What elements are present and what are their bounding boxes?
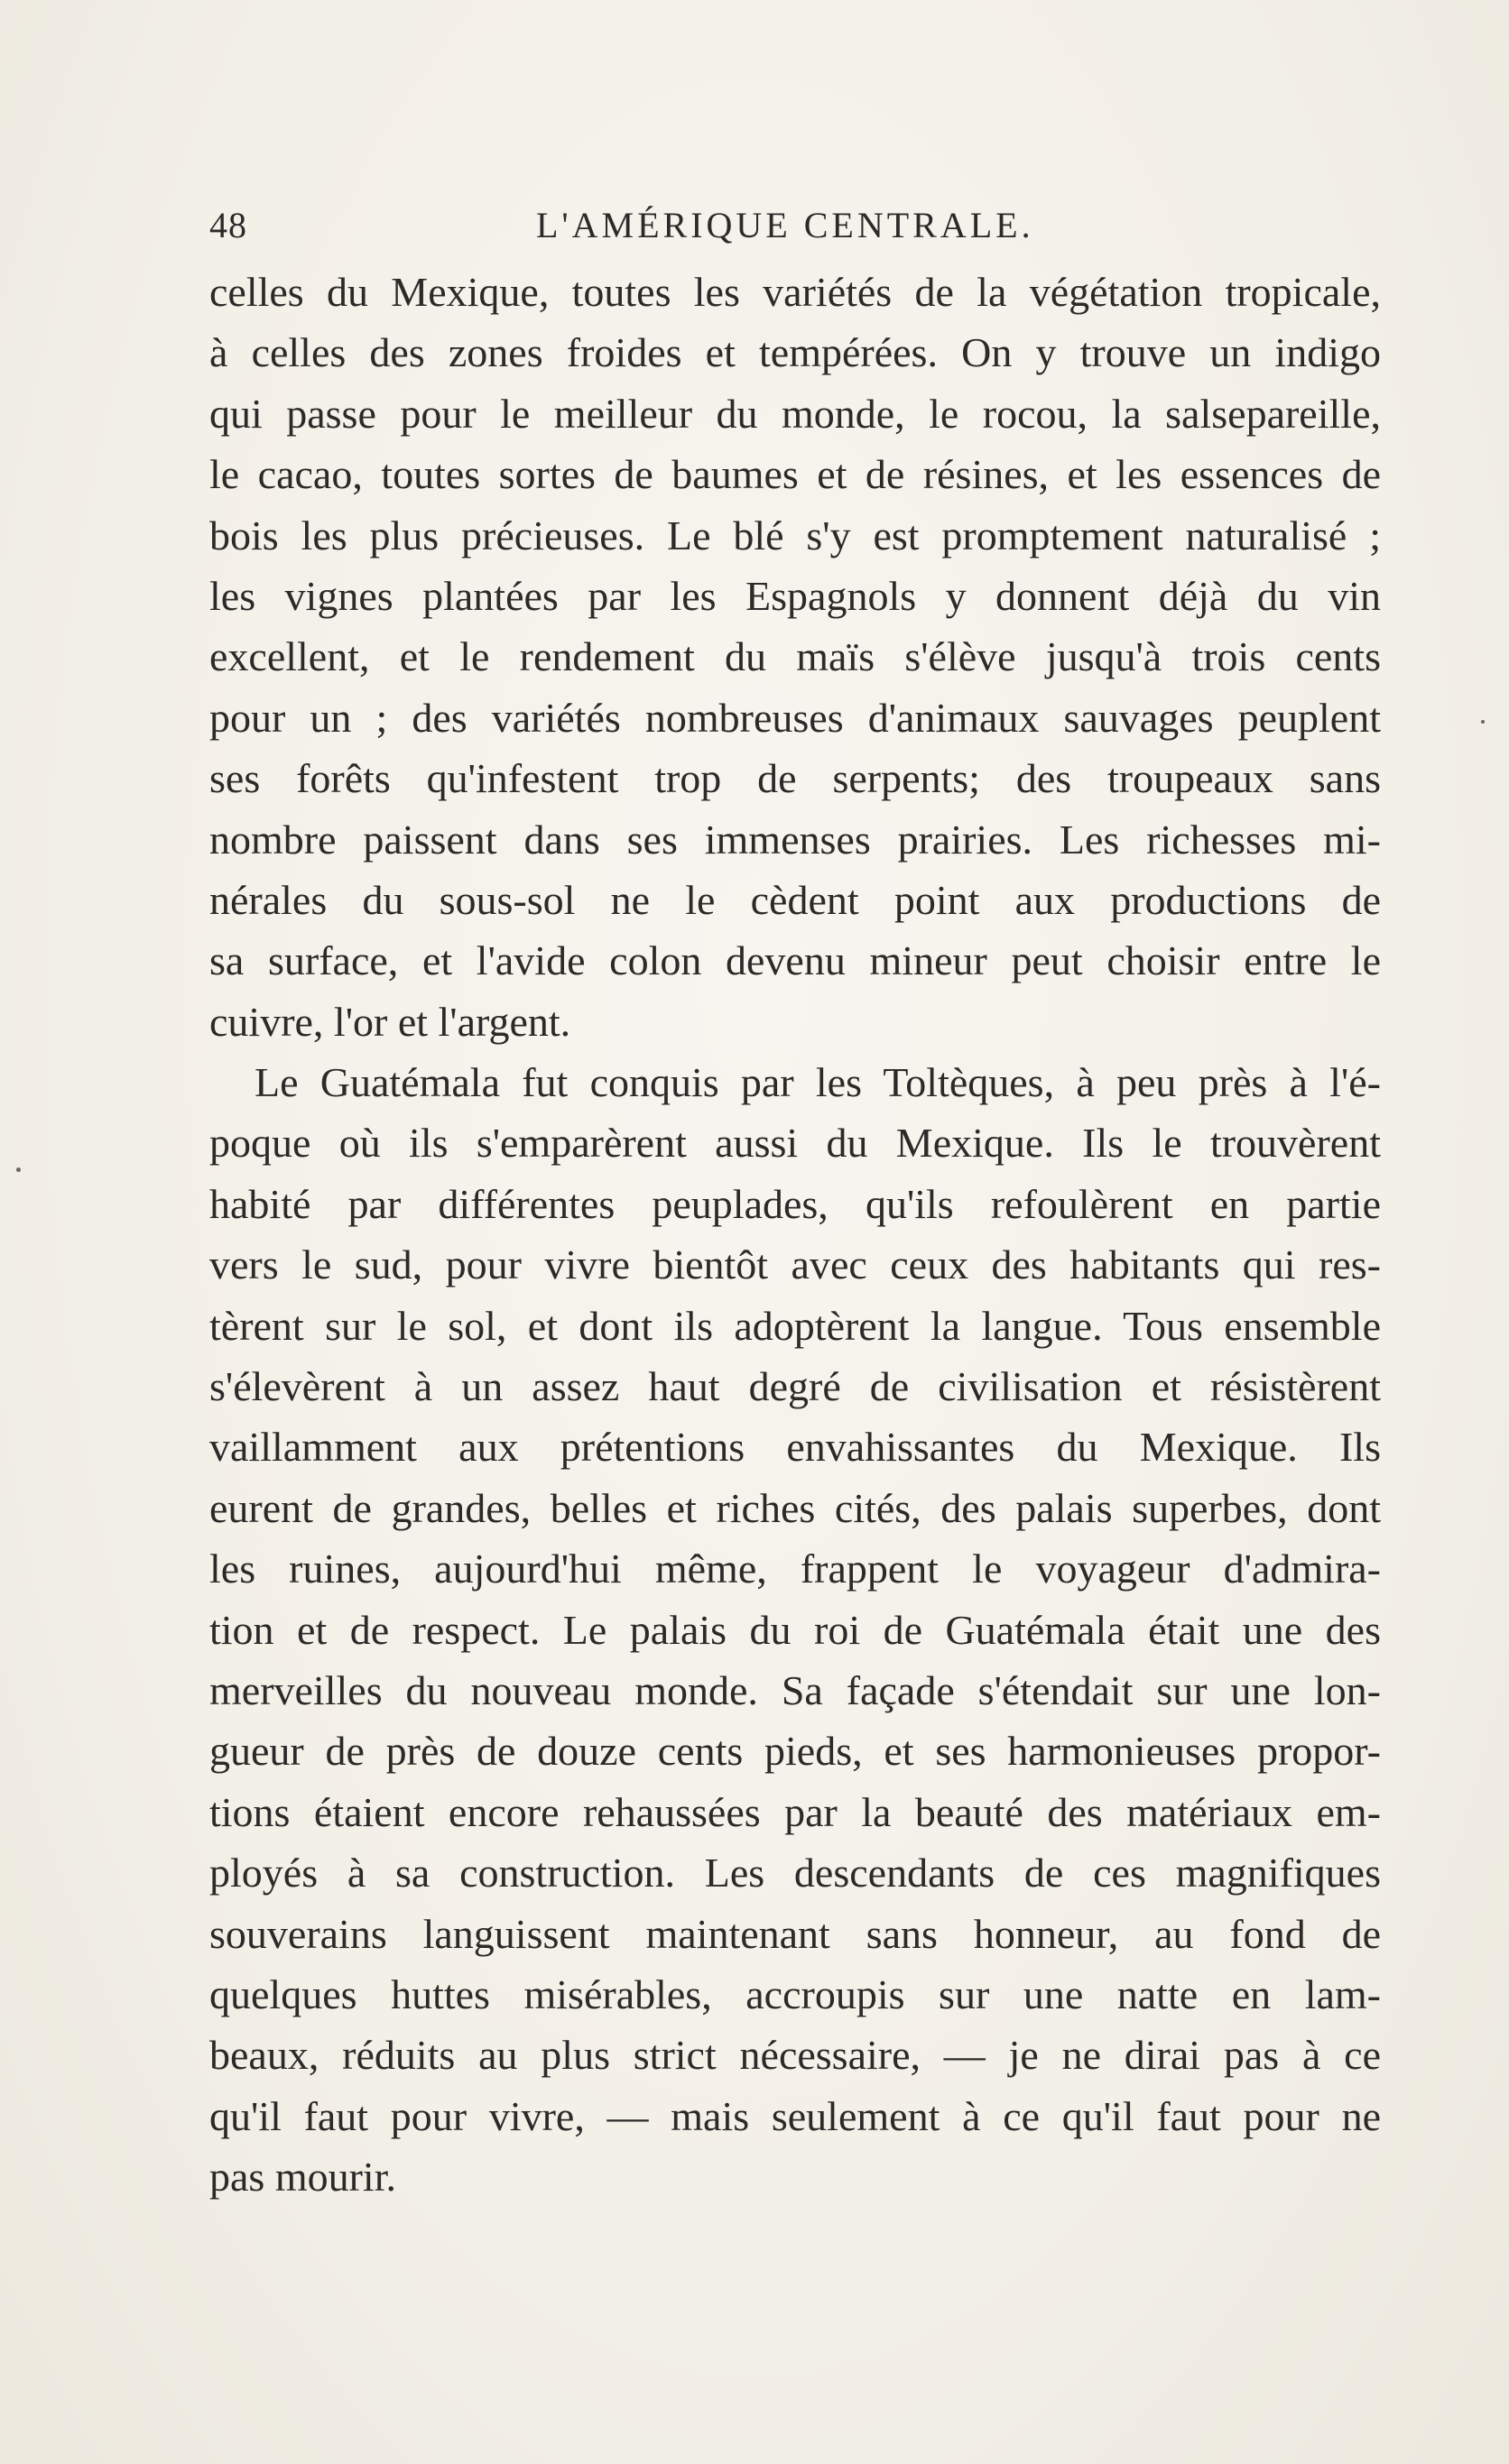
paper-speck	[16, 1167, 21, 1172]
text-line: à celles des zones froides et tempérées. On y trouve un indigo	[209, 329, 1381, 376]
text-line: gueur de près de douze cents pieds, et ses harmonieuses propor-	[209, 1728, 1381, 1775]
text-line: vaillamment aux prétentions envahissantes du Mexique. Ils	[209, 1424, 1381, 1471]
text-line: les ruines, aujourd'hui même, frappent le voyageur d'admira-	[209, 1546, 1381, 1592]
text-line: tèrent sur le sol, et dont ils adoptèrent la langue. Tous ensemble	[209, 1302, 1381, 1349]
text-line: quelques huttes misérables, accroupis sur une natte en lam-	[209, 1970, 1381, 2017]
text-line: tions étaient encore rehaussées par la beauté des matériaux em-	[209, 1788, 1381, 1835]
text-line: qu'il faut pour vivre, — mais seulement à ce qu'il faut pour ne	[209, 2092, 1381, 2139]
text-line: qui passe pour le meilleur du monde, le rocou, la salsepareille,	[209, 390, 1381, 437]
text-line: sa surface, et l'avide colon devenu mineur peut choisir entre le	[209, 937, 1381, 984]
text-line: cuivre, l'or et l'argent.	[209, 998, 571, 1045]
text-line: les vignes plantées par les Espagnols y donnent déjà du vin	[209, 572, 1381, 619]
text-line: pas mourir.	[209, 2154, 396, 2201]
text-line: s'élevèrent à un assez haut degré de civilisation et résistèrent	[209, 1363, 1381, 1410]
text-line: le cacao, toutes sortes de baumes et de résines, et les essences de	[209, 451, 1381, 498]
text-line: poque où ils s'emparèrent aussi du Mexique. Ils le trouvèrent	[209, 1120, 1381, 1167]
running-title: L'AMÉRIQUE CENTRALE.	[536, 205, 1034, 245]
text-line: ployés à sa construction. Les descendants de ces magnifiques	[209, 1850, 1381, 1896]
text-line: nombre paissent dans ses immenses prairies. Les richesses mi-	[209, 816, 1381, 863]
text-line: tion et de respect. Le palais du roi de Guatémala était une des	[209, 1606, 1381, 1653]
text-line: pour un ; des variétés nombreuses d'animaux sauvages peuplent	[209, 694, 1381, 741]
text-line: celles du Mexique, toutes les variétés de la végétation tropicale,	[209, 269, 1381, 315]
text-line: merveilles du nouveau monde. Sa façade s'étendait sur une lon-	[209, 1666, 1381, 1713]
page-header	[209, 204, 1383, 258]
text-line: bois les plus précieuses. Le blé s'y est promptement naturalisé ;	[209, 512, 1381, 558]
text-line: excellent, et le rendement du maïs s'élève jusqu'à trois cents	[209, 633, 1381, 680]
text-line: souverains languissent maintenant sans honneur, au fond de	[209, 1910, 1381, 1957]
body-text	[209, 262, 1381, 2208]
text-line: Le Guatémala fut conquis par les Toltèques, à peu près à l'é-	[255, 1059, 1381, 1106]
paper-speck	[1481, 720, 1485, 724]
text-line: ses forêts qu'infestent trop de serpents; des troupeaux sans	[209, 755, 1381, 802]
text-line: habité par différentes peuplades, qu'ils refoulèrent en partie	[209, 1180, 1381, 1227]
text-line: eurent de grandes, belles et riches cités, des palais superbes, dont	[209, 1484, 1381, 1531]
text-line: vers le sud, pour vivre bientôt avec ceux des habitants qui res-	[209, 1241, 1381, 1288]
page-number: 48	[209, 205, 247, 245]
text-line: beaux, réduits au plus strict nécessaire, — je ne dirai pas à ce	[209, 2032, 1381, 2079]
text-line: nérales du sous-sol ne le cèdent point aux productions de	[209, 876, 1381, 923]
